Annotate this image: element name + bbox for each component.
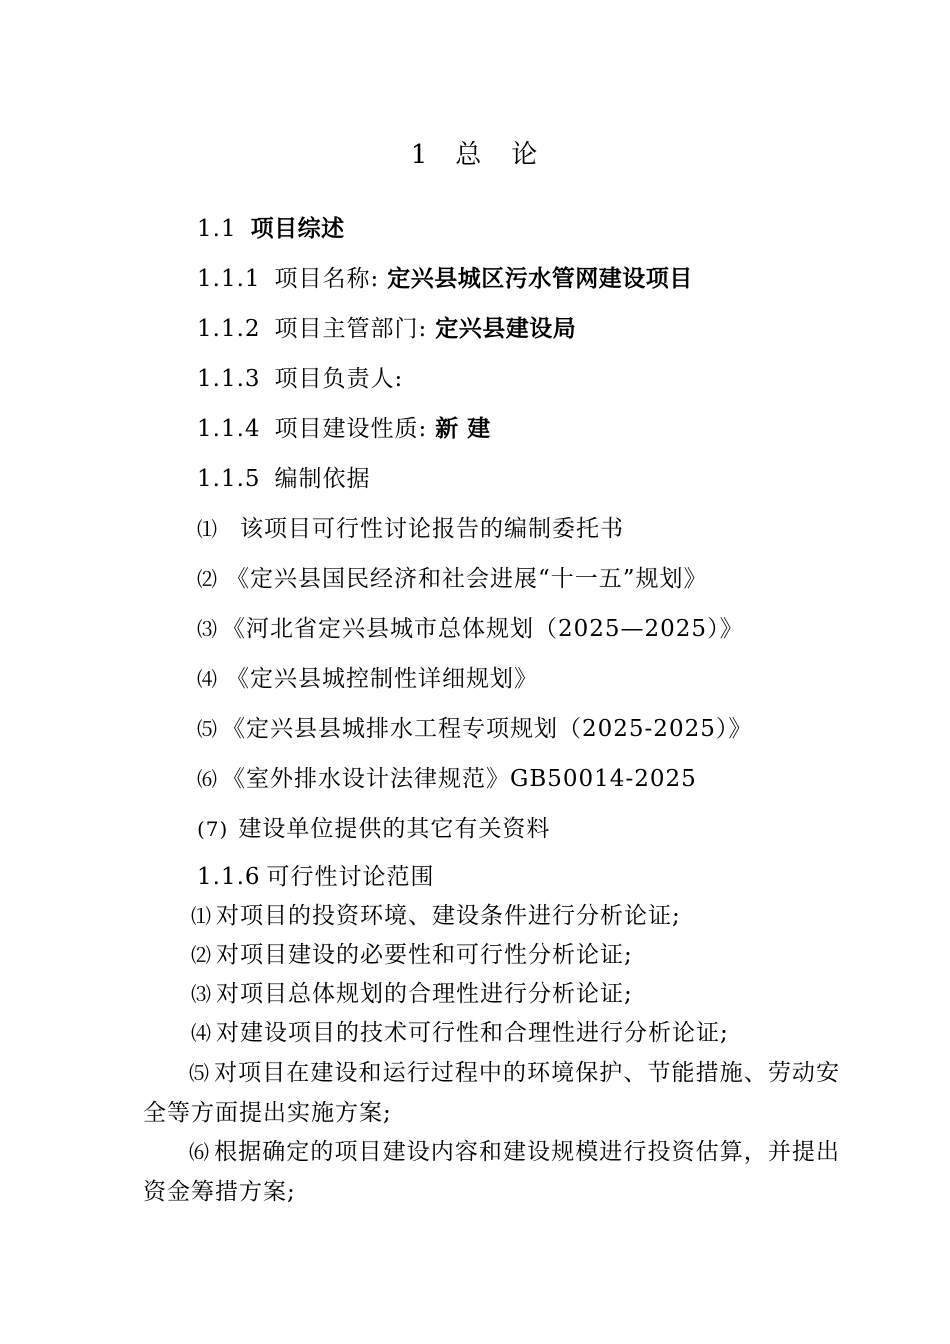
section-1-1-4 [197,414,491,444]
section-1-1-2 [197,314,576,344]
item-text: 《室外排水设计法律规范》GB50014-2025 [222,766,697,792]
section-label: 编制依据 [274,466,371,492]
section-1-1-6 [197,862,435,892]
item-text: 《定兴县县城排水工程专项规划（2025-2025）》 [222,716,753,742]
basis-item [197,614,744,644]
section-number: 1.1.4 [197,416,261,442]
item-marker: ⑹ [189,1140,211,1164]
item-text: 建设单位提供的其它有关资料 [238,816,551,842]
basis-item [197,664,538,694]
section-label: 项目名称: [274,266,380,292]
section-number: 1.1.5 [197,466,261,492]
section-number: 1.1.6 [197,864,261,890]
scope-item [191,1018,729,1048]
item-marker: ⑶ [197,617,218,641]
section-1-1-5 [197,464,371,494]
item-text: 对项目在建设和运行过程中的环境保护、节能措施、劳动安全等方面提出实施方案; [143,1060,841,1126]
chapter-heading [0,138,950,172]
item-text: 《河北省定兴县城市总体规划（2025—2025）》 [222,616,744,642]
section-1-1 [197,214,345,244]
section-label: 项目建设性质: [274,416,428,442]
item-text: 对项目的投资环境、建设条件进行分析论证; [216,903,681,929]
section-number: 1.1.1 [197,266,261,292]
item-marker: ⑸ [197,717,218,741]
scope-item [143,1132,840,1212]
section-1-1-1 [197,264,693,294]
scope-item [143,1053,840,1133]
supervising-department: 定兴县建设局 [435,316,577,342]
item-text: 对项目总体规划的合理性进行分析论证; [216,981,633,1007]
scope-item [191,979,633,1009]
item-marker: (7) [197,817,229,841]
item-marker: ⑵ [191,943,212,967]
scope-item [191,901,681,931]
item-text: 根据确定的项目建设内容和建设规模进行投资估算，并提出资金筹措方案; [143,1139,841,1205]
item-marker: ⑹ [197,767,218,791]
item-marker: ⑴ [197,517,218,541]
project-name: 定兴县城区污水管网建设项目 [387,266,693,292]
section-number: 1.1 [197,216,237,242]
basis-item [197,714,752,744]
section-label: 可行性讨论范围 [266,864,435,890]
item-marker: ⑸ [189,1061,211,1085]
construction-nature: 新 建 [435,416,491,442]
item-text: 《定兴县城控制性详细规划》 [226,666,538,692]
item-text: 对项目建设的必要性和可行性分析论证; [216,942,633,968]
item-text: 《定兴县国民经济和社会进展“十一五”规划》 [226,566,708,592]
basis-item [197,564,708,594]
basis-item [197,764,697,794]
item-text: 对建设项目的技术可行性和合理性进行分析论证; [216,1020,729,1046]
chapter-title: 总 论 [455,140,540,170]
basis-item [197,814,550,844]
item-text: 该项目可行性讨论报告的编制委托书 [240,516,624,542]
item-marker: ⑷ [197,667,218,691]
item-marker: ⑶ [191,982,212,1006]
item-marker: ⑵ [197,567,218,591]
section-title: 项目综述 [250,216,345,242]
section-label: 项目主管部门: [274,316,428,342]
section-number: 1.1.3 [197,366,261,392]
item-marker: ⑷ [191,1021,212,1045]
item-marker: ⑴ [191,904,212,928]
chapter-number: 1 [410,140,430,170]
section-number: 1.1.2 [197,316,261,342]
basis-item [197,514,624,544]
scope-item [191,940,633,970]
section-label: 项目负责人: [274,366,404,392]
section-1-1-3 [197,364,403,394]
